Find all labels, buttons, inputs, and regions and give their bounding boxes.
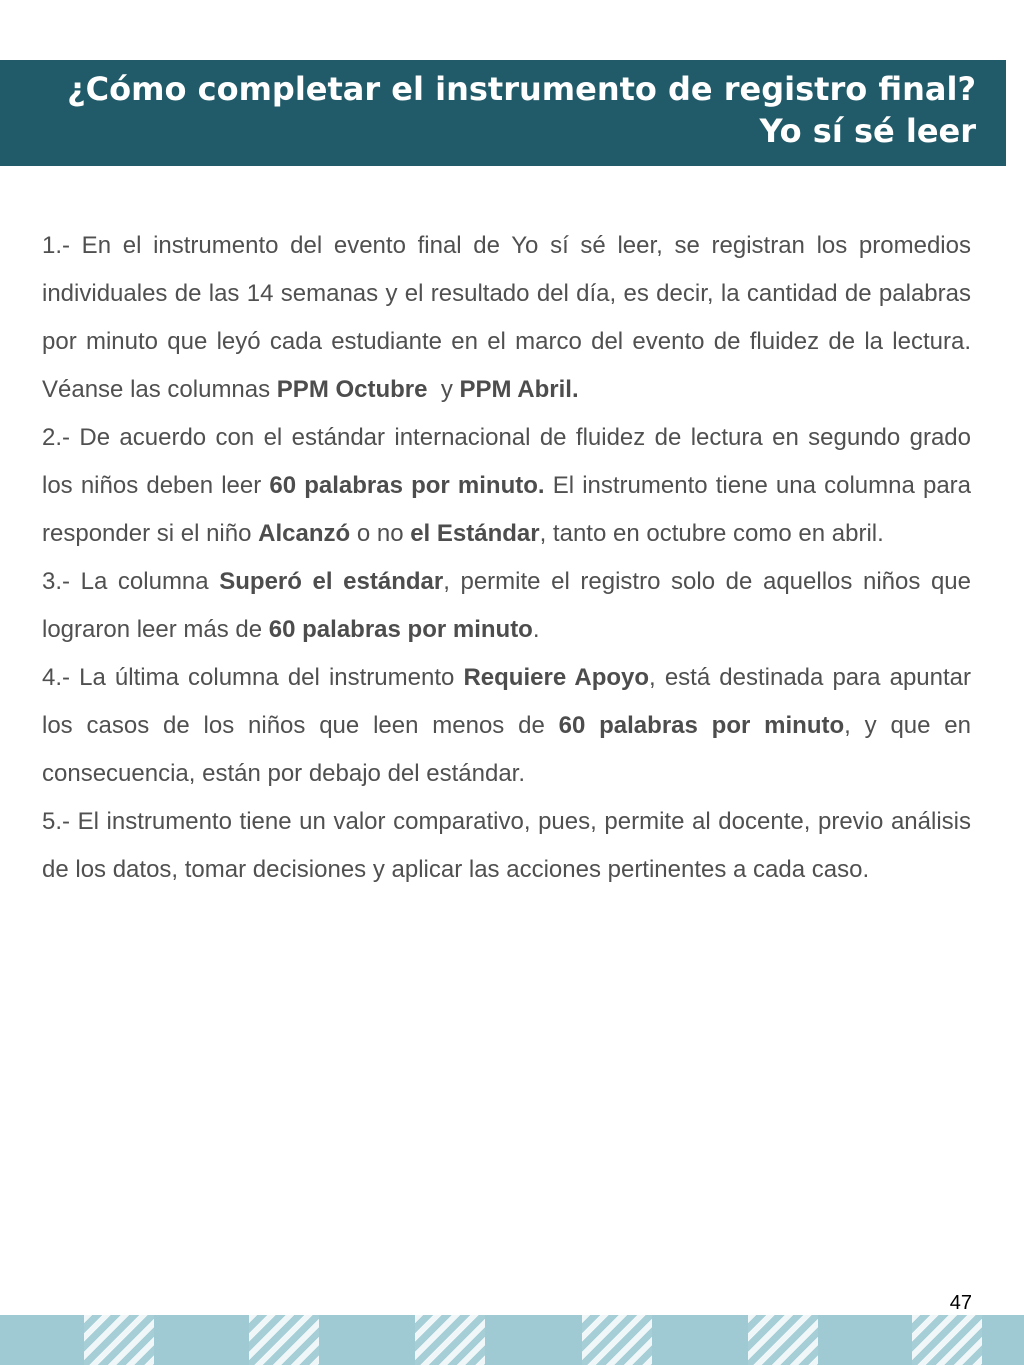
page-title-line-2: Yo sí sé leer — [759, 112, 976, 150]
instructions-body — [42, 222, 971, 894]
instruction-4-text: 4.- La última columna del instrumento — [42, 664, 464, 691]
instruction-3-bold-supero: Superó el estándar — [219, 568, 444, 595]
instruction-2-text-3: o no — [350, 520, 411, 547]
instruction-1-bold-ppm-octubre: PPM Octubre — [276, 376, 428, 403]
instruction-3 — [42, 558, 971, 654]
instruction-1-bold-ppm-abril: PPM Abril. — [459, 376, 579, 403]
footer-stripe — [748, 1315, 818, 1365]
instruction-1-text: 1.- En el instrumento del evento final de Yo sí sé leer, se registran los promedios individuales de las 14 semanas y el resultado del día, es decir, la cantidad de palabras por minuto que leyó cada estudiante en el marco del evento de fluidez de la lectura. Véanse las columnas — [42, 232, 971, 403]
instruction-1 — [42, 222, 971, 414]
instruction-3-text: 3.- La columna — [42, 568, 220, 595]
instruction-2 — [42, 414, 971, 558]
page-title-line-1: ¿Cómo completar el instrumento de registro final? — [67, 70, 976, 108]
instruction-2-text-4: , tanto en octubre como en abril. — [539, 520, 884, 547]
instruction-4-bold-60-ppm: 60 palabras por minuto — [558, 712, 845, 739]
page-title — [67, 68, 976, 152]
instruction-4-text-3: , y que en consecuencia, están por debajo del estándar. — [42, 712, 971, 787]
instruction-1-text-2: y — [427, 376, 460, 403]
footer-decorative-band — [0, 1315, 1024, 1365]
instruction-5 — [42, 798, 971, 894]
title-banner — [0, 60, 1006, 166]
instruction-2-text: 2.- De acuerdo con el estándar internacional de fluidez de lectura en segundo grado los niños deben leer — [42, 424, 971, 499]
instruction-4-bold-requiere-apoyo: Requiere Apoyo — [463, 664, 650, 691]
footer-stripe — [249, 1315, 319, 1365]
instruction-3-text-3: . — [532, 616, 540, 643]
footer-stripe — [415, 1315, 485, 1365]
instruction-3-bold-60-ppm: 60 palabras por minuto — [268, 616, 533, 643]
footer-stripe — [912, 1315, 982, 1365]
instruction-2-bold-60-ppm: 60 palabras por minuto. — [269, 472, 545, 499]
instruction-2-text-2: El instrumento tiene una columna para responder si el niño — [42, 472, 972, 547]
instruction-3-text-2: , permite el registro solo de aquellos niños que lograron leer más de — [42, 568, 972, 643]
footer-stripe — [582, 1315, 652, 1365]
instruction-4-text-2: , está destinada para apuntar los casos de los niños que leen menos de — [42, 664, 971, 739]
footer-stripe — [84, 1315, 154, 1365]
instruction-4 — [42, 654, 971, 798]
instruction-2-bold-alcanzo: Alcanzó — [258, 520, 351, 547]
instruction-5-text: 5.- El instrumento tiene un valor comparativo, pues, permite al docente, previo análisis de los datos, tomar decisiones y aplicar las acciones pertinentes a cada caso. — [42, 808, 971, 883]
instruction-2-bold-estandar: el Estándar — [410, 520, 540, 547]
page-number: 47 — [949, 1292, 972, 1314]
